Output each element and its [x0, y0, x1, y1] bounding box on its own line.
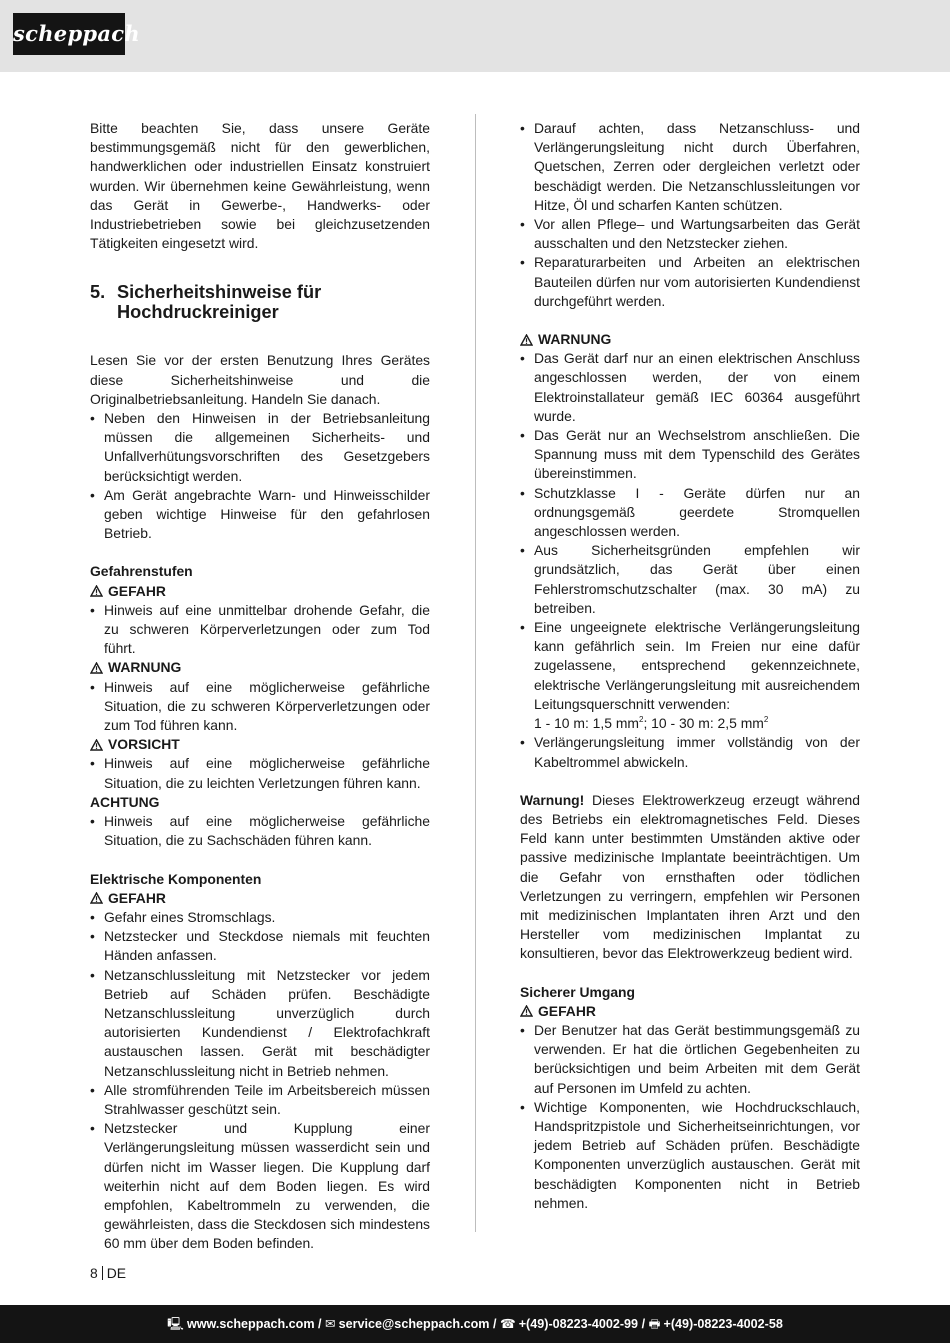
intro-paragraph: Bitte beachten Sie, dass unsere Geräte bestimmungsgemäß nicht für den gewerblichen, handwerklichen oder industriellen Einsatz konstruiert wurden. Wir übernehmen keine Gewährleistung, wenn das Gerät in Gewerbe-, Handwerks- oder Industriebetrieben sowie bei gleichzusetzenden Tätigkeiten eingesetzt wird.: [90, 120, 430, 252]
warnung-label: WARNUNG: [90, 658, 430, 677]
warning-triangle-icon: [90, 892, 103, 904]
list-item: • Verlängerungsleitung immer vollständig von der Kabeltrommel abwickeln.: [520, 733, 860, 771]
umgang-list: [520, 1021, 860, 1213]
column-divider: [475, 114, 476, 1232]
list-item: • Alle stromführenden Teile im Arbeitsbereich müssen Strahlwasser geschützt sein.: [90, 1081, 430, 1119]
list-item: • Hinweis auf eine möglicherweise gefährliche Situation, die zu schweren Körperverletzungen oder zum Tod führen kann.: [90, 678, 430, 736]
brand-logo: scheppach: [13, 13, 125, 55]
footer-web[interactable]: www.scheppach.com: [186, 1317, 315, 1331]
lead-paragraph: Lesen Sie vor der ersten Benutzung Ihres Gerätes diese Sicherheitshinweise und die Originalbetriebsanleitung. Handeln Sie danach.: [90, 352, 430, 407]
list-item: • Der Benutzer hat das Gerät bestimmungsgemäß zu verwenden. Er hat die örtlichen Gegebenheiten zu berücksichtigen und beim Arbeiten mit dem Gerät auf Personen im Umfeld zu achten.: [520, 1021, 860, 1098]
list-item: • Neben den Hinweisen in der Betriebsanleitung müssen die allgemeinen Sicherheits- und Unfallverhütungsvorschriften des Gesetzgebers berücksichtigt werden.: [90, 409, 430, 486]
umgang-heading: Sicherer Umgang: [520, 983, 636, 1000]
warning-triangle-icon: [90, 662, 103, 674]
list-item: • Vor allen Pflege– und Wartungsarbeiten das Gerät ausschalten und den Netzstecker ziehen.: [520, 215, 860, 253]
warnung-label: WARNUNG: [520, 330, 860, 349]
list-item: • Das Gerät darf nur an einen elektrischen Anschluss angeschlossen werden, der von einem Elektroinstallateur gemäß IEC 60364 ausgeführt wurde.: [520, 349, 860, 426]
gefahrenstufen-heading: Gefahrenstufen: [90, 563, 193, 580]
section-title-line2: Hochdruckreiniger: [117, 302, 279, 323]
warning-triangle-icon: [520, 1005, 533, 1017]
fax-icon: 🖶: [648, 1317, 661, 1331]
emf-text: Dieses Elektrowerkzeug erzeugt während des Betriebs ein elektromagnetisches Feld. Dieses Feld kann unter bestimmten Umständen aktive oder passive medizinische Implantate beeinträchtigen. Um die Gefahr von ernsthaften oder tödlichen Verletzungen zu verringern, empfehlen wir Personen mit medizinischen Implantaten ihren Arzt und den Hersteller vom medizinischen Implantat zu konsultieren, bevor das Elektrowerkzeug bedient wird.: [520, 791, 860, 962]
list-item: • Wichtige Komponenten, wie Hochdruckschlauch, Handspritzpistole und Sicherheitseinrichtungen, vor jedem Betrieb auf Schäden prüfen. Beschädigte Komponenten unverzüglich austauschen. Gerät mit beschädigten Komponenten nicht in Betrieb nehmen.: [520, 1098, 860, 1213]
emf-paragraph: [520, 791, 860, 964]
footer-email[interactable]: service@scheppach.com: [338, 1317, 490, 1331]
list-item: • Hinweis auf eine unmittelbar drohende Gefahr, die zu schweren Körperverletzungen oder zum Tod führt.: [90, 601, 430, 659]
emf-lead: Warnung!: [520, 791, 585, 808]
superscript: 2: [763, 715, 769, 725]
footer-bar: 🖳 www.scheppach.com / ✉ service@scheppach.com / ☎ +(49)-08223-4002-99 / 🖶 +(49)-08223-4002-58: [0, 1305, 950, 1343]
section-number: 5.: [90, 282, 106, 303]
list-item: • Netzstecker und Kupplung einer Verlängerungsleitung müssen wasserdicht sein und dürfen nicht im Wasser liegen. Die Kupplung darf weiterhin nicht auf dem Boden liegen. Es wird empfohlen, Kabeltrommeln zu verwenden, die gewährleisten, dass die Steckdosen sich mindestens 60 mm über dem Boden befinden.: [90, 1119, 430, 1253]
lead-list: [90, 409, 430, 543]
gefahr-label: GEFAHR: [90, 889, 430, 908]
list-item: • Aus Sicherheitsgründen empfehlen wir grundsätzlich, das Gerät über einen Fehlerstromschutzschalter (max. 30 mA) zu betreiben.: [520, 541, 860, 618]
list-item: • Gefahr eines Stromschlags.: [90, 908, 430, 927]
extension-spec-sep: ; 10 - 30 m: 2,5 mm: [643, 715, 764, 732]
list-item: • Netzstecker und Steckdose niemals mit feuchten Händen anfassen.: [90, 927, 430, 965]
footer-fax: +(49)-08223-4002-58: [663, 1317, 783, 1331]
mail-icon: ✉: [325, 1317, 336, 1331]
warning-triangle-icon: [90, 739, 103, 751]
section-title: [90, 282, 430, 322]
list-item-extension: [520, 618, 860, 733]
page-number: 8 DE: [90, 1265, 127, 1281]
warning-triangle-icon: [90, 585, 103, 597]
list-item: • Hinweis auf eine möglicherweise gefährliche Situation, die zu Sachschäden führen kann.: [90, 812, 430, 850]
list-item: • Hinweis auf eine möglicherweise gefährliche Situation, die zu leichten Verletzungen führen kann.: [90, 754, 430, 792]
warning-triangle-icon: [520, 334, 533, 346]
gefahr-label: GEFAHR: [90, 582, 430, 601]
computer-icon: 🖳: [167, 1317, 184, 1331]
section-title-line1: Sicherheitshinweise für: [117, 282, 322, 303]
top-list: [520, 119, 860, 311]
list-item: • Am Gerät angebrachte Warn- und Hinweisschilder geben wichtige Hinweise für den gefahrlosen Betrieb.: [90, 486, 430, 544]
achtung-label: ACHTUNG: [90, 793, 160, 810]
warnung-list: [520, 349, 860, 771]
gefahr-label: GEFAHR: [520, 1002, 860, 1021]
vorsicht-label: VORSICHT: [90, 735, 430, 754]
list-item: • Darauf achten, dass Netzanschluss- und Verlängerungsleitung nicht durch Überfahren, Quetschen, Zerren oder dergleichen verletzt oder beschädigt werden. Die Netzanschlussleitungen vor Hitze, Öl und scharfen Kanten schützen.: [520, 119, 860, 215]
list-item: • Netzanschlussleitung mit Netzstecker vor jedem Betrieb auf Schäden prüfen. Beschädigte Netzanschlussleitung unverzüglich durch autorisierten Kundendienst / Elektrofachkraft austauschen lassen. Gerät mit beschädigter Netzanschlussleitung nicht in Betrieb nehmen.: [90, 966, 430, 1081]
footer-phone: +(49)-08223-4002-99: [518, 1317, 639, 1331]
right-column: [520, 119, 860, 1213]
list-item: • Reparaturarbeiten und Arbeiten an elektrischen Bauteilen dürfen nur vom autorisierten Kundendienst durchgeführt werden.: [520, 253, 860, 311]
list-item: • Schutzklasse I - Geräte dürfen nur an ordnungsgemäß geerdete Stromquellen angeschlossen werden.: [520, 484, 860, 542]
list-item: • Das Gerät nur an Wechselstrom anschließen. Die Spannung muss mit dem Typenschild des Gerätes übereinstimmen.: [520, 426, 860, 484]
elektrische-heading: Elektrische Komponenten: [90, 870, 262, 887]
left-column: [90, 119, 430, 1254]
extension-text: Eine ungeeignete elektrische Verlängerungsleitung kann gefährlich sein. Im Freien nur eine dafür zugelassene, entsprechend gekennzeichnete, elektrische Verlängerungsleitung mit ausreichendem Leitungsquerschnitt verwenden:: [534, 619, 860, 712]
elektrische-list: [90, 908, 430, 1254]
superscript: 2: [638, 715, 644, 725]
header-bar: [0, 0, 950, 72]
phone-icon: ☎: [500, 1317, 516, 1331]
extension-spec-a: 1 - 10 m: 1,5 mm: [534, 715, 639, 732]
